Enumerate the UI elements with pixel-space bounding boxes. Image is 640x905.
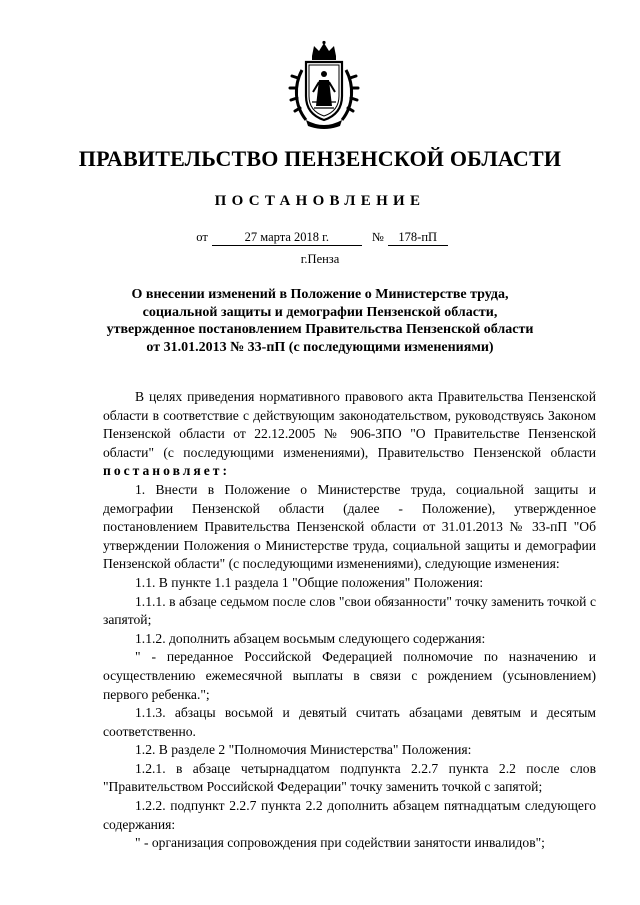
subject-line: социальной защиты и демографии Пензенской области, xyxy=(142,304,498,320)
body-paragraph: 1.1. В пункте 1.1 раздела 1 "Общие положения" Положения: xyxy=(135,574,484,590)
date-number-line xyxy=(0,230,640,246)
body-paragraph: 1.2.2. подпункт 2.2.7 пункта 2.2 дополнить абзацем пятнадцатым следующего содержания: xyxy=(103,798,596,832)
body-paragraph: 1.2. В разделе 2 "Полномочия Министерства" Положения: xyxy=(135,742,472,758)
city: г.Пенза xyxy=(300,252,340,266)
document-body xyxy=(103,388,596,853)
document-subject xyxy=(90,286,550,356)
body-paragraph: 1.1.2. дополнить абзацем восьмым следующего содержания: xyxy=(135,630,486,646)
government-title: ПРАВИТЕЛЬСТВО ПЕНЗЕНСКОЙ ОБЛАСТИ xyxy=(78,146,562,171)
body-paragraph: " - организация сопровождения при содействии занятости инвалидов"; xyxy=(135,835,545,851)
body-paragraph: 1.2.1. в абзаце четырнадцатом подпункта 2.2.7 пункта 2.2 после слов "Правительством Российской Федерации" точку заменить точкой с запятой; xyxy=(103,760,596,795)
penza-coat-of-arms-icon xyxy=(288,40,360,130)
subject-line: от 31.01.2013 № 33-пП (с последующими изменениями) xyxy=(146,339,494,355)
emphasis-text: постановляет: xyxy=(103,463,230,479)
subject-line: О внесении изменений в Положение о Министерстве труда, xyxy=(131,287,509,302)
date-prefix: от xyxy=(196,230,208,244)
document-type: ПОСТАНОВЛЕНИЕ xyxy=(214,193,426,209)
document-date: 27 марта 2018 г. xyxy=(212,230,362,246)
subject-line: утвержденное постановлением Правительства Пензенской области xyxy=(106,322,534,337)
paragraph-text: В целях приведения нормативного правового акта Правительства Пензенской области в соответствие с действующим законодательством, руководствуясь Законом Пензенской области от 22.12.2005 № 906-ЗПО "О Правительстве Пензенской области" (с последующими изменениями), Правительство Пензенской области xyxy=(103,389,596,460)
document-number: 178-пП xyxy=(388,230,448,246)
number-prefix: № xyxy=(371,230,384,244)
body-paragraph xyxy=(103,388,596,481)
body-paragraph: " - переданное Российской Федерацией полномочие по назначению и осуществлению ежемесячной выплаты в связи с рождением (усыновлением) первого ребенка."; xyxy=(103,649,596,702)
body-paragraph: 1. Внести в Положение о Министерстве труда, социальной защиты и демографии Пензенской области (далее - Положение), утвержденное постановлением Правительства Пензенской области от 31.01.2013 № 33-пП "Об утверждении Положения о Министерстве труда, социальной защиты и демографии Пензенской области" (с последующими изменениями), следующие изменения: xyxy=(103,481,596,572)
body-paragraph: 1.1.1. в абзаце седьмом после слов "свои обязанности" точку заменить точкой с запятой; xyxy=(103,593,596,628)
body-paragraph: 1.1.3. абзацы восьмой и девятый считать абзацами девятым и десятым соответственно. xyxy=(103,705,596,739)
